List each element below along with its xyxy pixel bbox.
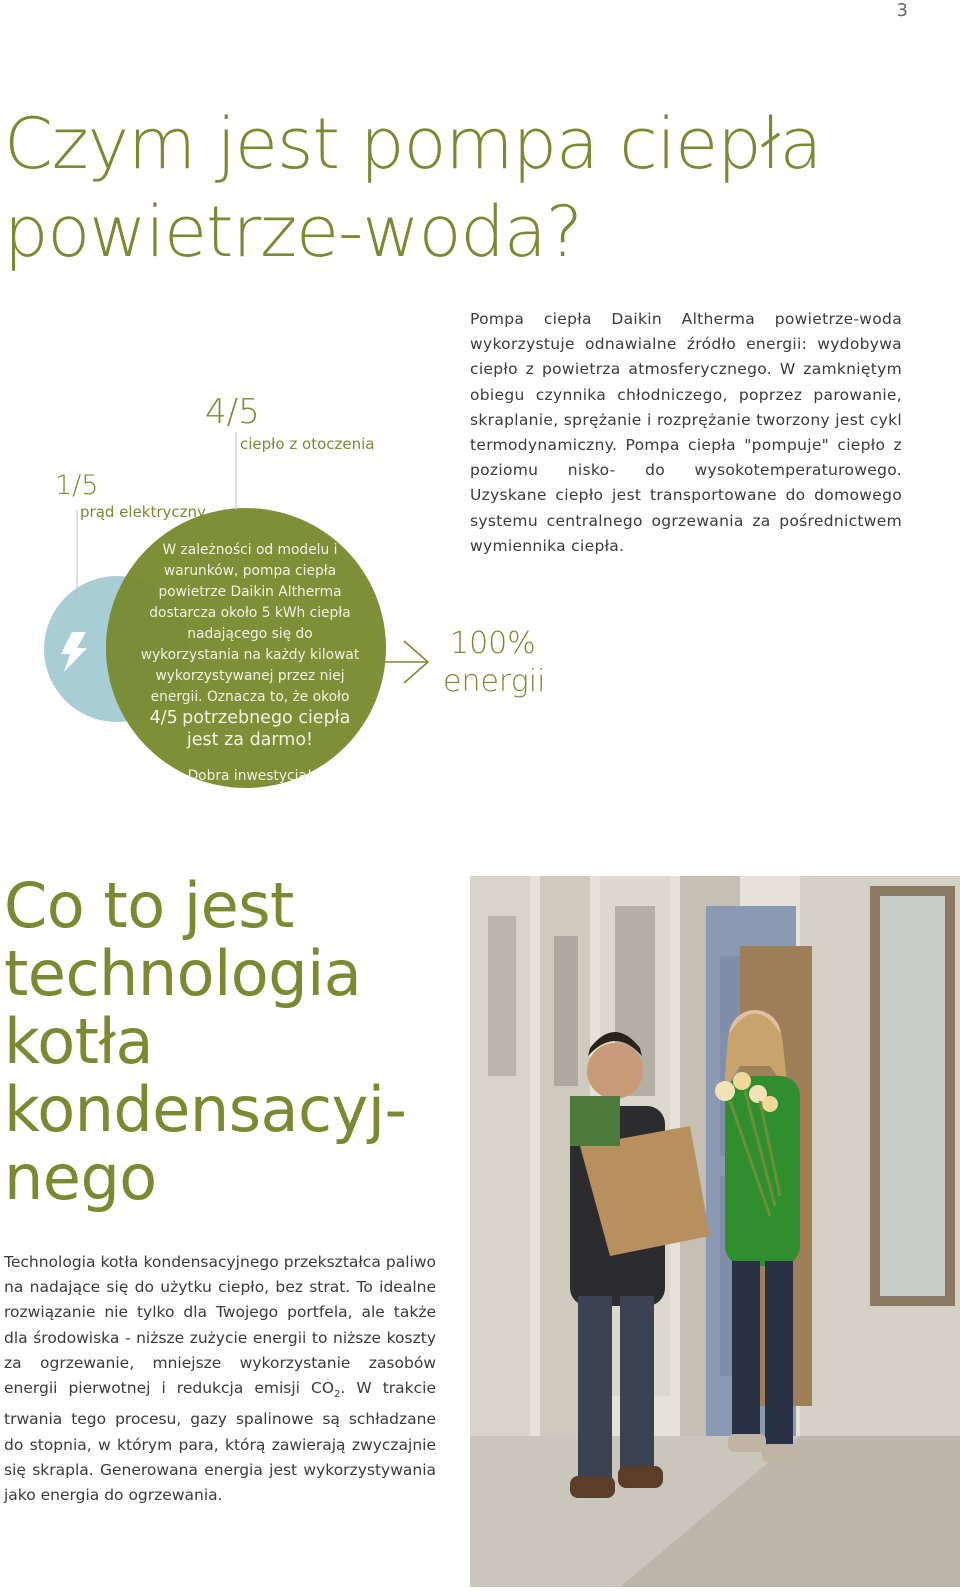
section-title xyxy=(4,869,407,1214)
electric-fraction: 1/5 xyxy=(55,470,99,501)
page-title-line-2: powietrze-woda? xyxy=(4,191,582,273)
paragraph-part-2: . W trakcie trwania tego procesu, gazy spalinowe są schładzane do stopnia, w którym para, którą zawierają zwyczajnie się skrapla. Generowana energia jest wykorzystywania jako energia do ogrzewania. xyxy=(4,1379,436,1504)
arrow-right-icon xyxy=(384,641,428,683)
result-label: energii xyxy=(443,664,546,699)
section-title-line-3: kotła xyxy=(4,1005,154,1078)
circle-highlight-fraction: 4/5 xyxy=(149,708,178,728)
electric-label: prąd elektryczny xyxy=(80,503,206,521)
paragraph-part-1: Technologia kotła kondensacyjnego przekształca paliwo na nadające się do użytku ciepło, bez strat. To idealne rozwiązanie nie tylko dla Twojego portfela, ale także dla środowiska - niższe zużycie energii to niższe koszty za ogrzewanie, mniejsze wykorzystanie zasobów energii pierwotnej i redukcja emisji CO xyxy=(4,1253,436,1398)
circle-footer: Dobra inwestycja! xyxy=(187,768,313,784)
circle-description xyxy=(140,540,360,787)
result-value: 100% xyxy=(450,626,536,661)
condensing-boiler-paragraph xyxy=(4,1250,436,1508)
co2-subscript: 2 xyxy=(334,1389,341,1401)
circle-highlight-text: potrzebnego ciepła jest za darmo! xyxy=(182,708,351,750)
section-title-line-4: kondensacyj- xyxy=(4,1073,407,1146)
lightning-bolt-icon xyxy=(60,632,88,676)
ambient-fraction: 4/5 xyxy=(205,392,260,432)
page-number: 3 xyxy=(896,0,908,21)
couple-at-doorway-photo xyxy=(470,876,960,1587)
page-title xyxy=(4,100,821,276)
section-title-line-1: Co to jest xyxy=(4,869,294,942)
ambient-label: ciepło z otoczenia xyxy=(240,435,375,453)
section-title-line-5: nego xyxy=(4,1141,157,1214)
photo-illustration xyxy=(470,876,960,1587)
circle-body-text: W zależności od modelu i warunków, pompa ciepła powietrze Daikin Altherma dostarcza około 5 kWh ciepła nadającego się do wykorzystania na każdy kilowat wykorzystywanej przez niej energii. Oznacza to, że około xyxy=(140,542,360,705)
section-title-line-2: technologia xyxy=(4,937,362,1010)
intro-paragraph: Pompa ciepła Daikin Altherma powietrze-woda wykorzystuje odnawialne źródło energii: wydobywa ciepło z powietrza atmosferycznego. W zamkniętym obiegu czynnika chłodniczego, poprzez parowanie, skraplanie, sprężanie i rozprężanie tworzony jest cykl termodynamiczny. Pompa ciepła "pompuje" ciepło z poziomu nisko- do wysokotemperaturowego. Uzyskane ciepło jest transportowane do domowego systemu centralnego ogrzewania za pośrednictwem wymiennika ciepła. xyxy=(470,310,902,555)
page-title-line-1: Czym jest pompa ciepła xyxy=(4,103,822,185)
